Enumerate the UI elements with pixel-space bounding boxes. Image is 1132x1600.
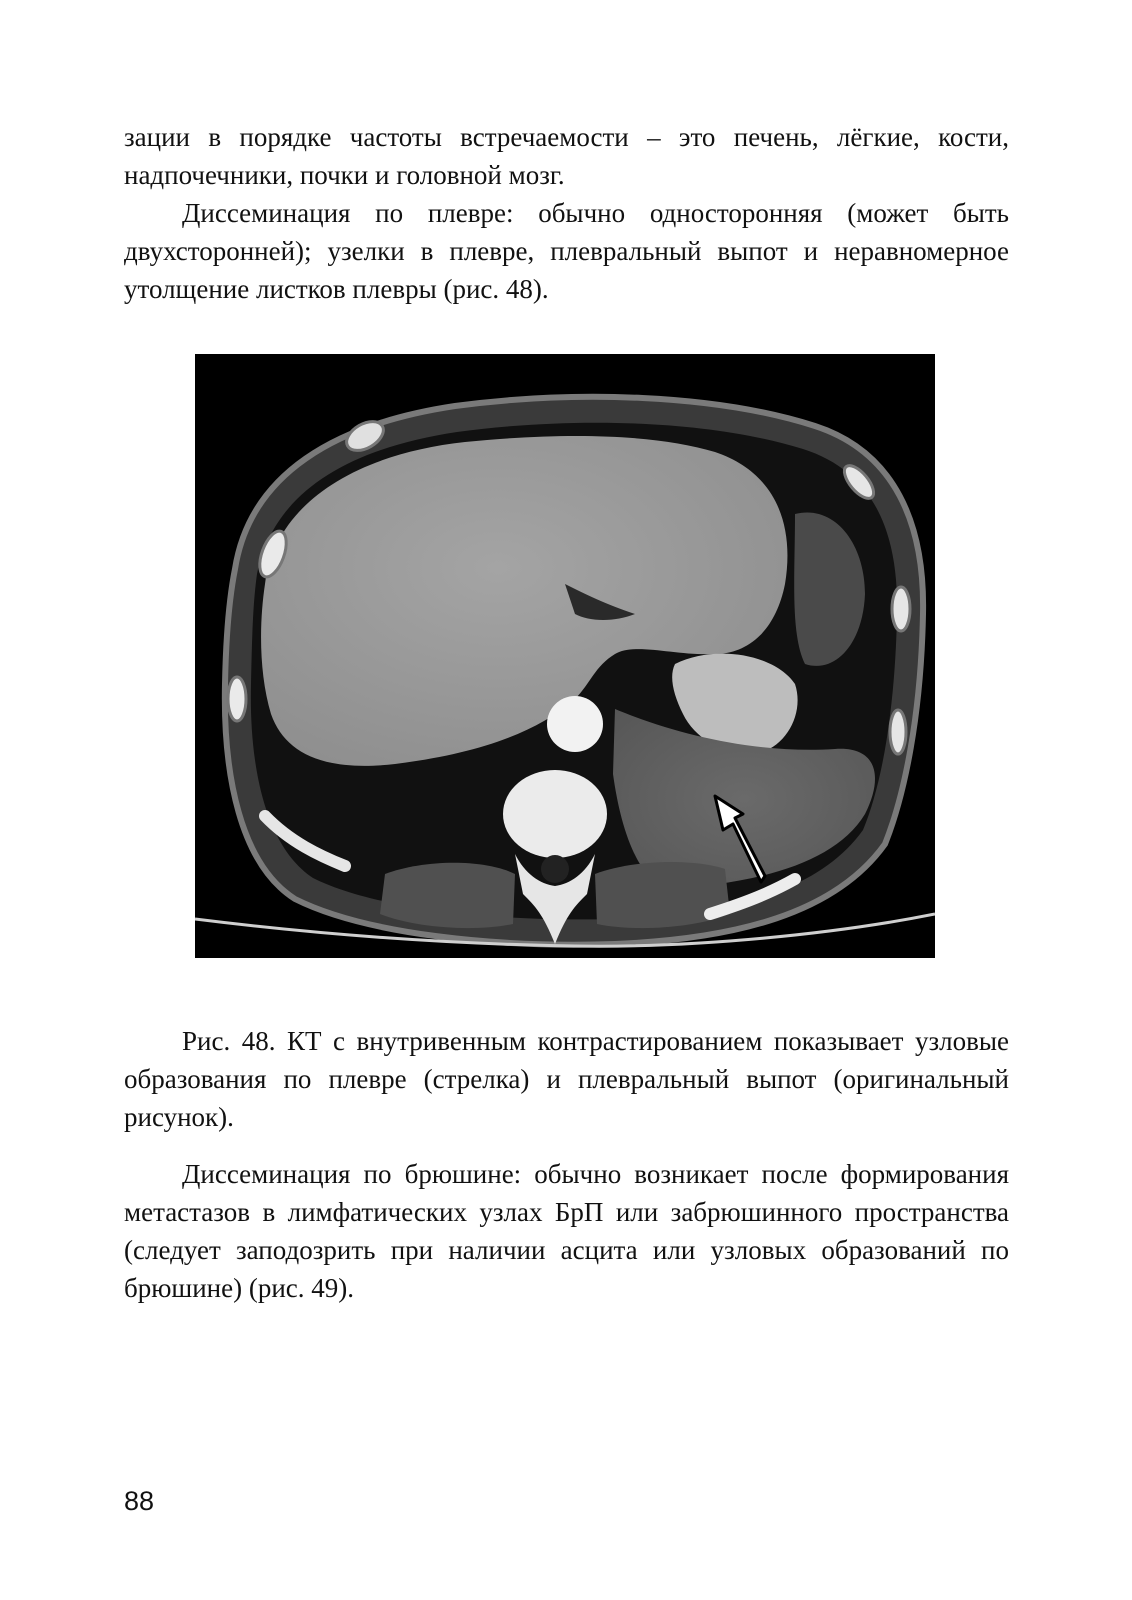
- rib: [228, 677, 246, 721]
- ct-scan-image: [195, 354, 935, 958]
- rib: [892, 587, 910, 631]
- paraspinal-muscle-left: [380, 863, 515, 928]
- paragraph-continuation: зации в порядке частоты встречаемости – это печень, лёгкие, кости, надпочечники, почки и головной мозг.: [124, 122, 1009, 190]
- paragraph-peritoneal-dissemination: Диссеминация по брюшине: обычно возникает после формирования метастазов в лимфатических узлах БрП или забрюшинного пространства (следует заподозрить при наличии асцита или узловых образований по брюшине) (рис. 49).: [124, 1159, 1009, 1303]
- rib: [890, 710, 906, 754]
- page-number: 88: [124, 1486, 155, 1516]
- figure-caption: Рис. 48. КТ с внутривенным контрастированием показывает узловые образования по плевре (стрелка) и плевральный выпот (оригинальный рисунок).: [124, 1026, 1009, 1132]
- paragraph-pleural-dissemination: Диссеминация по плевре: обычно односторонняя (может быть двухсторонней); узелки в плевре, плевральный выпот и неравномерное утолщение листков плевры (рис. 48).: [124, 198, 1009, 304]
- vertebral-body: [503, 770, 607, 858]
- ct-scan-figure: [195, 354, 935, 958]
- aorta: [547, 696, 603, 752]
- spinal-canal: [541, 855, 569, 883]
